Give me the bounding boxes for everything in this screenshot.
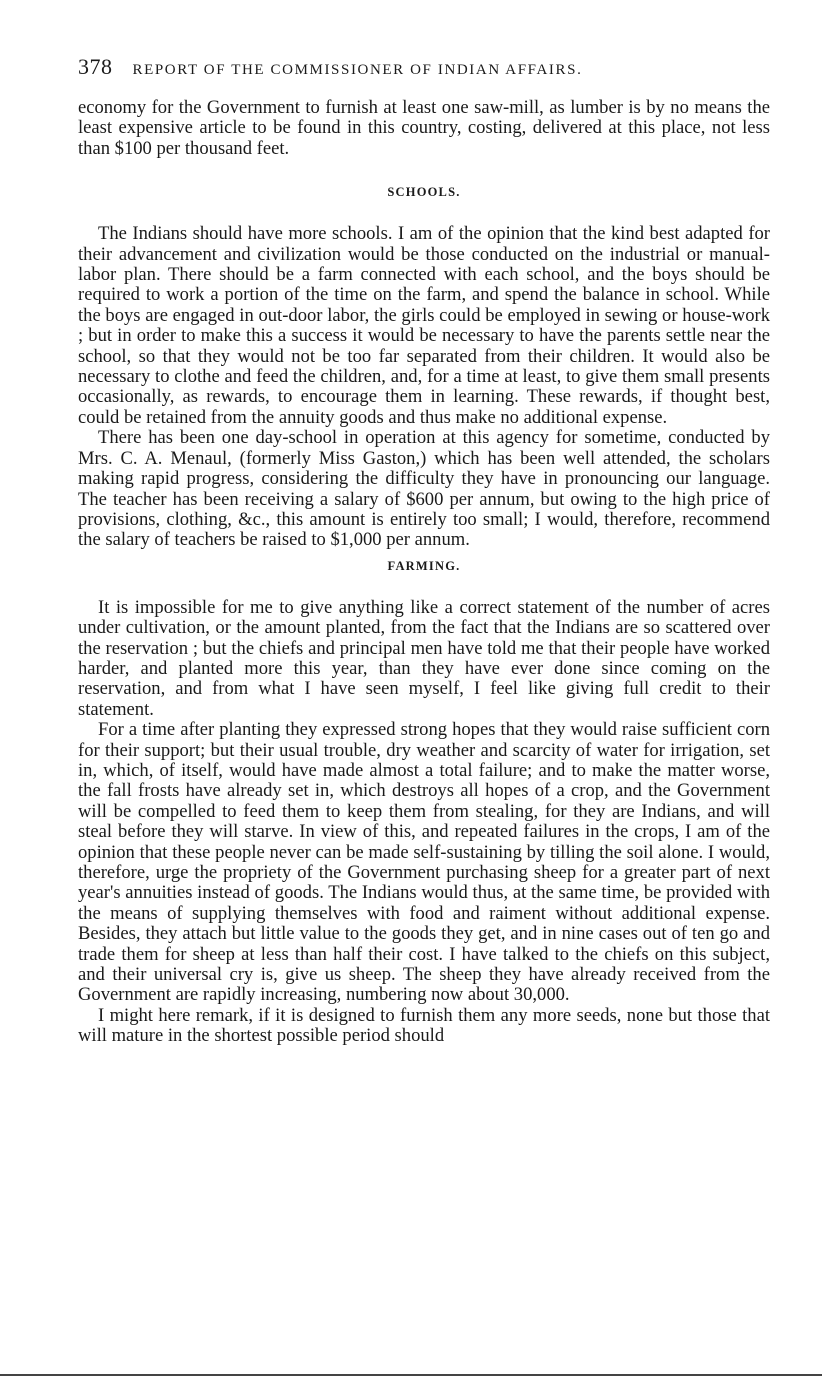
running-title: REPORT OF THE COMMISSIONER OF INDIAN AFFAIRS.	[132, 62, 583, 78]
schools-paragraph-2: There has been one day-school in operation at this agency for sometime, conducted by Mrs. C. A. Menaul, (formerly Miss Gaston,) which has been well attended, the scholars making rapid progress, considering the difficulty they have in pronouncing our language. The teacher has been receiving a salary of $600 per annum, but owing to the high price of provisions, clothing, &c., this amount is entirely too small; I would, therefore, recommend the salary of teachers be raised to $1,000 per annum.	[78, 427, 770, 551]
page-bottom-rule	[0, 1374, 822, 1376]
running-head	[78, 54, 770, 84]
farming-paragraph-1: It is impossible for me to give anything like a correct statement of the number of acres under cultivation, or the amount planted, from the fact that the Indians are so scattered over the reservation ; but the chiefs and principal men have told me that their people have worked harder, and planted more this year, than they have ever done since coming on the reservation, and from what I have seen myself, I feel like giving full credit to their statement.	[78, 596, 770, 720]
schools-paragraph-1: The Indians should have more schools. I am of the opinion that the kind best adapted for their advancement and civilization would be those conducted on the industrial or manual-labor plan. There should be a farm connected with each school, and the boys should be required to work a portion of the time on the farm, and spend the balance in school. While the boys are engaged in out-door labor, the girls could be employed in sewing or house-work ; but in order to make this a success it would be necessary to have the parents settle near the school, so that they would not be too far separated from their children. It would also be necessary to clothe and feed the children, and, for a time at least, to give them small presents occasionally, as rewards, to encourage them in learning. These rewards, if thought best, could be retained from the annuity goods and thus make no additional expense.	[78, 223, 770, 428]
section-heading-schools: SCHOOLS.	[387, 185, 461, 200]
page-number: 378	[78, 54, 113, 79]
section-heading-farming: FARMING.	[387, 558, 461, 573]
report-page	[78, 54, 770, 1047]
farming-paragraph-3: I might here remark, if it is designed to furnish them any more seeds, none but those that will mature in the shortest possible period should	[78, 1004, 770, 1047]
farming-paragraph-2: For a time after planting they expressed strong hopes that they would raise sufficient corn for their support; but their usual trouble, dry weather and scarcity of water for irrigation, set in, which, of itself, would have made almost a total failure; and to make the matter worse, the fall frosts have already set in, which destroys all hopes of a crop, and the Government will be compelled to feed them to keep them from stealing, for they are Indians, and will steal before they will starve. In view of this, and repeated failures in the crops, I am of the opinion that these people never can be made self-sustaining by tilling the soil alone. I would, therefore, urge the propriety of the Government purchasing sheep for a greater part of next year's annuities instead of goods. The Indians would thus, at the same time, be provided with the means of supplying themselves with food and raiment without additional expense. Besides, they attach but little value to the goods they get, and in nine cases out of ten go and trade them for sheep at less than half their cost. I have talked to the chiefs on this subject, and their universal cry is, give us sheep. The sheep they have already received from the Government are rapidly increasing, numbering now about 30,000.	[78, 719, 770, 1006]
continuation-paragraph: economy for the Government to furnish at least one saw-mill, as lumber is by no means the least expensive article to be found in this country, costing, delivered at this place, not less than $100 per thousand feet.	[78, 97, 770, 159]
